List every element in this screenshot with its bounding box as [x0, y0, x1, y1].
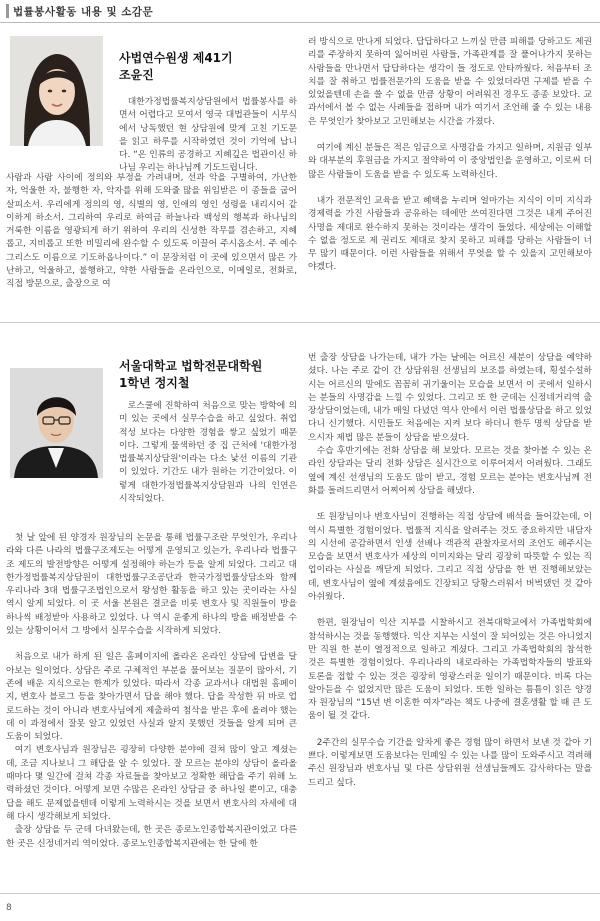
footer-divider	[0, 893, 600, 894]
paragraph: 번 출장 상담을 나가는데, 내가 가는 날에는 어르신 세분이 상담을 예약하셨다. 나는 주로 같이 간 상담위원 선생님의 보조를 하였는데, 횡설수설하시는 어르신의 말에도 꼼꼼히 귀기울이는 모습을 보면서 이 곳에서 일하시는 분들의 사명감을 느낄 수 있었다. 그리고 또 한 군데는 신정네거리역 출장상담이었는데, 내가 매일 다녔던 역사 안에서 이런 법률상담을 하고 있었다니 신기했다. 시민들도 처음에는 지켜 보다 하더니 한두 명씩 상담을 받으시자 제법 많은 분들이 상담을 받으셨다.	[308, 353, 592, 443]
paragraph: 사람과 사람 사이에 정의와 부정을 가려내며, 선과 악을 구별하여, 가난한 자, 억울한 자, 불행한 자, 악자를 위해 도와줄 많을 위임받은 이 종들을 굽어 살피소서. 우리에게 정의의 영, 식별의 영, 인애의 영인 성령을 내리시어 같이하게 하소서. 그리하여 우리로 하여금 하늘나라 백성의 행복과 하나님의 거룩한 이름을 영광되게 하기 위하여 우리의 신성한 작무를 겸손하고, 지혜롭고, 지비롭고 또한 비밀리에 완수할 수 있도록 이끌어 주시옵소서. 주 예수 그리스도 이름으로 기도하옵나이다.” 이 문장처럼 이 곳에 있으면서 많은 가난하고, 억울하고, 불행하고, 약한 사람들을 온라인으로, 이메일로, 전화로, 직접 방문으로, 출장으로 여	[6, 173, 297, 290]
portrait-man-icon	[10, 368, 103, 478]
author-photo	[10, 368, 103, 478]
essay-text-right	[308, 36, 592, 298]
paragraph: 여기에 계신 분들은 적은 임금으로 사명감을 가지고 일하며, 지원금 일부와 대부분의 후원금을 가지고 절약하여 이 중앙법인을 운영하고, 이로써 더 많은 사람들이 도움을 받을 수 있도록 노력하신다.	[308, 143, 592, 180]
page-number: 8	[6, 903, 12, 913]
essay-text-left-upper	[119, 400, 297, 530]
essay-text-left-lower	[6, 172, 297, 298]
paragraph: 첫 날 앞에 된 양경자 원장님의 논문을 통해 법률구조란 무엇인가, 우리나라와 다른 나라의 법률구조제도는 어떻게 운영되고 있는가, 우리나라 법률구조 제도의 발전방향은 어떻게 설정해야 하는가 등을 알게 되었다. 그리고 대한가정법률복지상담원이 대한법률구조공단과 한국가정법률상담소와 함께 우리나라 3대 법률구조법인으로서 왕성한 활동을 하고 있는 곳이라는 사실 역시 알게 되었다. 이 곳 서울 본원은 결코을 비롯 변호사 및 직원들이 방을 하나씩 배정받아 사용하고 있었다. 나 역시 운좋게 하나의 방을 배정받을 수 있는 상황이어서 그 방에서 실무수습을 시작하게 되었다.	[6, 533, 297, 637]
author-name: 조윤진	[119, 68, 154, 82]
section-divider	[0, 322, 600, 323]
essay-section-2	[6, 352, 592, 850]
paragraph: 대한가정법률복지상담원에서 법률봉사를 하면서 어렵다고 모여서 영국 대법관들이 시무식에서 낭독했던 현 상담원에 맞게 고친 기도문을 읽고 하루를 시작하였던 것이 기억에 납니다. “온 인류의 공경하고 지혜깊은 법관이신 하나님 우리는 하나님께 기도드립니다.	[119, 97, 297, 172]
header-bar	[6, 4, 9, 18]
author-affiliation: 사법연수원생 제41기	[119, 51, 233, 65]
author-name: 1학년 정지철	[119, 376, 190, 390]
essay-text-left-lower	[6, 532, 297, 850]
paragraph: 2주간의 실무수습 기간을 알차게 좋은 경험 많이 하면서 보낸 것 같아 기쁘다. 이렇게보면 도움보다는 민폐일 수 있는 나를 많이 도와주시고 격려해주신 원장님과 변호사님 및 다른 상담위원 선생님들께도 감사하다는 말을 드리고 싶다.	[308, 737, 592, 788]
portrait-woman-icon	[10, 36, 103, 146]
header-title: 법률봉사활동 내용 및 소감문	[13, 6, 154, 18]
author-name-block	[119, 358, 299, 392]
essay-text-left-upper	[119, 96, 297, 172]
paragraph: 처음으로 내가 하게 된 일은 홈페이지에 올라온 온라인 상담에 답변을 달아보는 일이었다. 상담은 주로 구체적인 부분을 물어보는 질문이 많아서, 기존에 배운 지식으로는 한계가 있었다. 따라서 각종 교과서나 대법원 홈페이지, 변호사 블로그 등을 찾아가면서 답을 해야 했다. 답을 작성한 뒤 바로 업로드하는 것이 아니라 변호사님에게 제출하여 첨삭을 받은 후에 올려야 했는데 이 과정에서 잘못 알고 있었던 사실과 알지 못했던 것들을 알게 되며 큰 도움이 되었다.	[6, 652, 297, 743]
paragraph: 또 원장님이나 변호사님이 진행하는 직접 상담에 배석을 들어갔는데, 이 역시 특별한 경험이었다. 법률적 지식을 알려주는 것도 중요하지만 내담자의 시선에 공감하면서 인생 선배나 객관적 관찰자로서의 조언도 해주시는 모습을 보면서 변호사가 세상의 이미지와는 달리 굉장히 따뜻할 수 있는 직업이라는 사실을 깨닫게 되었다. 그리고 직접 상담을 한 번 진행해보았는데, 변호사님이 옆에 계셨음에도 긴장되고 당황스러워서 버벅댔던 것 같아 아쉬웠다.	[308, 512, 592, 603]
paragraph: 출장 상담을 두 군데 다녀왔는데, 한 곳은 종로노인종합복지관이었고 다른 한 곳은 신정네거리 역이었다. 종로노인종합복지관에는 한 달에 한	[6, 825, 297, 849]
paragraph: 여기 변호사님과 원장님은 굉장히 다양한 분야에 걸쳐 많이 알고 계셨는데, 조금 지나보니 그 해답을 알 수 있었다. 잘 모르는 분야의 상담이 올라올 때마다 몇 일간에 걸쳐 각종 자료들을 찾아보고 정확한 해답을 주기 위해 노력하셨던 것이다. 어떻게 보면 수많은 온라인 상담글 중 하나일 뿐이고, 대충 답을 해도 문제없을텐데 이렇게 노력하시는 것을 보면서 변호사의 자세에 대해 다시 생각해보게 되었다.	[6, 745, 297, 822]
paragraph: 러 방식으로 만나게 되었다. 답답하다고 느끼실 만큼 피해를 당하고도 제권리를 주장하지 못하여 잃어버린 사람들, 가족관계를 잘 풀어나가지 못하는 사람들을 만나면서 답답하다는 생각이 들 정도로 안타까웠다. 처음부터 조치를 잘 취하고 법률전문가의 도움을 받을 수 있었더라면 구제를 받을 수 있었을텐데 손을 쓸 수 없을 만큼 상황이 어려워진 경우도 종종 보았다. 교과서에서 볼 수 없는 사례들을 접하며 내가 여기서 조언해 줄 수 있는 내용은 무엇인가 찾아보고 고민해보는 시간을 가졌다.	[308, 37, 592, 127]
author-name-block	[119, 50, 299, 84]
essay-text-right	[308, 352, 592, 850]
essay-section-1	[6, 36, 592, 298]
author-photo	[10, 36, 103, 146]
paragraph: 내가 전문적인 교육을 받고 혜택을 누리며 얼마가는 지식이 이미 지식과 경제력을 가진 사람들과 공유하는 데에만 쓰여진다면 그것은 내게 주어진 사명을 제대로 완수하지 못하는 것이라는 생각이 들었다. 세상에는 이해할 수 없을 정도로 제 권리도 제대로 찾지 못하고 피해를 당하는 사람들이 너무 많기 때문이다. 이런 사람들을 위해서 무엇을 할 수 있을지 고민해보아야겠다.	[308, 195, 592, 273]
paragraph: 한편, 원장님이 익산 지부를 시찰하시고 전북대학교에서 가족법학회에 참석하시는 것을 동행했다. 익산 지부는 시설이 잘 되어있는 것은 아니었지만 직원 한 분이 열정적으로 일하고 계셨다. 그리고 가족법학회의 참석한 것은 특별한 경험이었다. 우리나라의 내로라하는 가족법학자들의 발표와 토론을 접할 수 있는 것은 굉장히 영광스러운 일이기 때문이다. 비록 다는 알아듣을 수 없었지만 많은 도움이 되었다. 또한 일하는 틈틈이 읽은 양경자 원장님의 “15년 변 이혼한 여자”라는 책도 나중에 결혼생활 할 때 큰 도움이 될 것 같다.	[308, 618, 592, 722]
paragraph: 수습 후반기에는 전화 상담을 해 보았다. 모르는 것을 찾아볼 수 있는 온라인 상담과는 달리 전화 상담은 실시간으로 이루어져서 어려웠다. 그래도 옆에 계신 선생님의 도움도 많이 받고, 경험 모르는 분야는 변호사님께 전화를 돌려드리면서 어찌어찌 상담을 해냈다.	[308, 446, 592, 496]
page-header	[0, 0, 600, 23]
paragraph: 로스쿨에 진학하여 처음으로 맞는 방학에 의미 있는 곳에서 실무수습을 하고 싶었다. 취업적성 보다는 다양한 경험을 쌓고 싶었기 때문이다. 그렇게 물색하던 중 집 근처에 '대한가정법률복지상담원'이라는 다소 낯선 이름의 기관이 있었다. 기간도 내가 원하는 기간이었다. 이렇게 대한가정법률복지상담원과 나의 인연은 시작되었다.	[119, 401, 297, 505]
author-affiliation: 서울대학교 법학전문대학원	[119, 359, 263, 373]
